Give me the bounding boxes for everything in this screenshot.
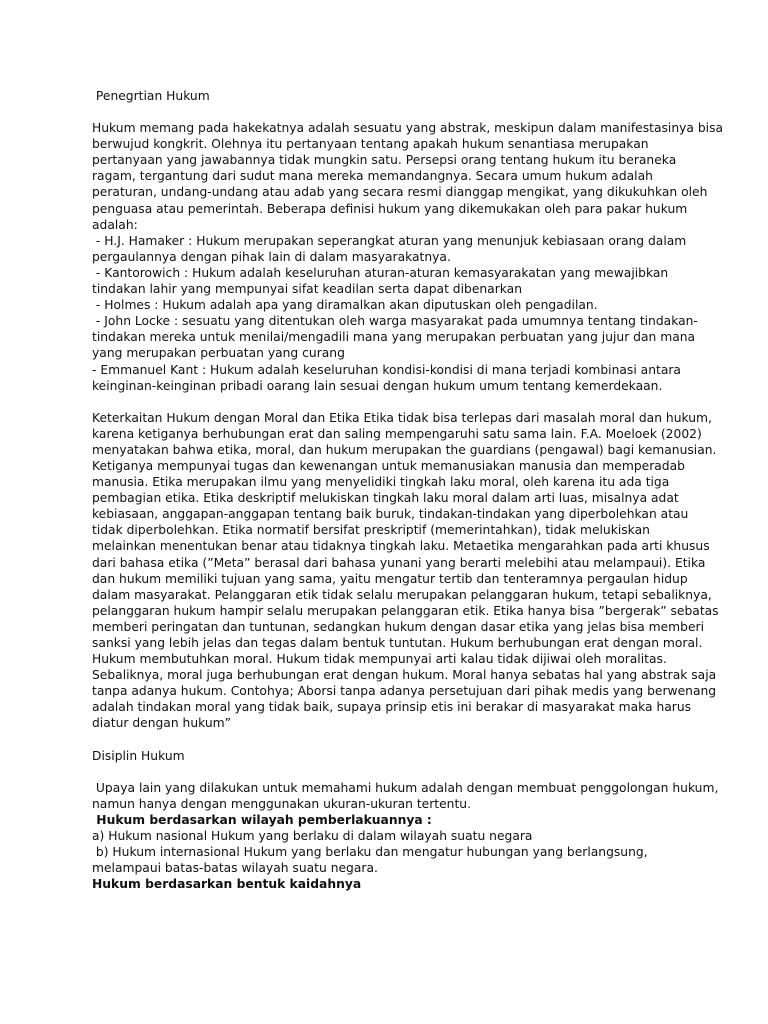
text-line: namun hanya dengan menggunakan ukuran-ukuran tertentu. [92, 796, 471, 811]
text-line: Hukum membutuhkan moral. Hukum tidak mempunyai arti kalau tidak dijiwai oleh moralitas. [92, 652, 667, 667]
text-line: tidak diperbolehkan. Etika normatif bersifat preskriptif (memerintahkan), tidak melukiskan [92, 523, 650, 538]
text-line: tindakan mereka untuk menilai/mengadili mana yang merupakan perbuatan yang jujur dan mana [92, 330, 696, 345]
document-body [92, 88, 724, 892]
list-hukum-wilayah [92, 828, 682, 876]
text-line: dari bahasa etika (”Meta” berasal dari bahasa yunani yang berarti melebihi atau melampaui). Etika [92, 555, 706, 570]
text-line: ragam, tergantung dari sudut mana mereka memandangnya. Secara umum hukum adalah [92, 169, 653, 184]
text-line: a) Hukum nasional Hukum yang berlaku di dalam wilayah suatu negara [92, 828, 533, 843]
paragraph-hukum-moral-etika [92, 410, 719, 732]
paragraph-definisi-hukum [92, 120, 724, 394]
spacer [92, 732, 682, 748]
spacer [92, 104, 682, 120]
text-line: pertanyaan yang jawabannya tidak mungkin satu. Persepsi orang tentang hukum itu beraneka [92, 153, 677, 168]
paragraph-disiplin-hukum [92, 780, 719, 812]
text-line: manusia. Etika merupakan ilmu yang menyelidiki tingkah laku moral, oleh karena itu ada tiga [92, 475, 670, 490]
text-line: kebiasaan, anggapan-anggapan tentang baik buruk, tindakan-tindakan yang diperbolehkan atau [92, 507, 689, 522]
text-line: melampaui batas-batas wilayah suatu negara. [92, 861, 378, 876]
text-line: Ketiganya mempunyai tugas dan kewenangan untuk memanusiakan manusia dan memperadab [92, 458, 685, 473]
text-line: yang merupakan perbuatan yang curang [92, 346, 345, 361]
spacer [92, 394, 682, 410]
text-line: Sebaliknya, moral juga berhubungan erat dengan hukum. Moral hanya sebatas hal yang abstrak saja [92, 668, 717, 683]
subheading-wilayah-pemberlakuan: Hukum berdasarkan wilayah pemberlakuannya : [92, 812, 432, 827]
text-line: - Kantorowich : Hukum adalah keseluruhan aturan-aturan kemasyarakatan yang mewajibkan [92, 265, 669, 280]
text-line: adalah: [92, 217, 138, 232]
text-line: penguasa atau pemerintah. Beberapa definisi hukum yang dikemukakan oleh para pakar hukum [92, 201, 688, 216]
text-line: menyatakan bahwa etika, moral, dan hukum merupakan the guardians (pengawal) bagi kemanusian. [92, 442, 717, 457]
text-line: Hukum memang pada hakekatnya adalah sesuatu yang abstrak, meskipun dalam manifestasinya bisa [92, 121, 724, 136]
text-line: b) Hukum internasional Hukum yang berlaku dan mengatur hubungan yang berlangsung, [92, 845, 648, 860]
text-line: karena ketiganya berhubungan erat dan saling mempengaruhi satu sama lain. F.A. Moeloek (2002) [92, 426, 702, 441]
text-line: - Holmes : Hukum adalah apa yang diramalkan akan diputuskan oleh pengadilan. [92, 298, 598, 313]
text-line: memberi peringatan dan tuntunan, sedangkan hukum dengan dasar etika yang jelas bisa memberi [92, 619, 705, 634]
text-line: Keterkaitan Hukum dengan Moral dan Etika Etika tidak bisa terlepas dari masalah moral dan hukum, [92, 410, 712, 425]
text-line: - H.J. Hamaker : Hukum merupakan seperangkat aturan yang menunjuk kebiasaan orang dalam [92, 233, 687, 248]
text-line: adalah tindakan moral yang tidak baik, supaya prinsip etis ini berakar di masyarakat maka harus [92, 700, 692, 715]
text-line: diatur dengan hukum” [92, 716, 232, 731]
text-line: peraturan, undang-undang atau adab yang secara resmi dianggap mengikat, yang dikukuhkan oleh [92, 185, 708, 200]
text-line: tindakan lahir yang mempunyai sifat keadilan serta dapat dibenarkan [92, 282, 523, 297]
text-line: pembagian etika. Etika deskriptif melukiskan tingkah laku moral dalam arti luas, misalnya adat [92, 491, 679, 506]
text-line: - Emmanuel Kant : Hukum adalah keseluruhan kondisi-kondisi di mana terjadi kombinasi antara [92, 362, 681, 377]
text-line: keinginan-keinginan pribadi oarang lain sesuai dengan hukum umum tentang kemerdekaan. [92, 378, 663, 393]
section-title-pengertian-hukum: Penegrtian Hukum [92, 89, 210, 103]
section-title-disiplin-hukum: Disiplin Hukum [92, 748, 185, 763]
subheading-bentuk-kaidah: Hukum berdasarkan bentuk kaidahnya [92, 877, 362, 892]
text-line: - John Locke : sesuatu yang ditentukan oleh warga masyarakat pada umumnya tentang tindakan- [92, 314, 698, 329]
text-line: Upaya lain yang dilakukan untuk memahami hukum adalah dengan membuat penggolongan hukum, [92, 780, 719, 795]
text-line: dalam masyarakat. Pelanggaran etik tidak selalu merupakan pelanggaran hukum, tetapi sebaliknya, [92, 587, 712, 602]
text-line: pelanggaran hukum hampir selalu merupakan pelanggaran etik. Etika hanya bisa ”bergerak” sebatas [92, 603, 719, 618]
spacer [92, 764, 682, 780]
text-line: tanpa adanya hukum. Contohya; Aborsi tanpa adanya persetujuan dari pihak medis yang berwenang [92, 684, 717, 699]
text-line: melainkan menentukan benar atau tidaknya tingkah laku. Metaetika mengarahkan pada arti khusus [92, 539, 710, 554]
text-line: dan hukum memiliki tujuan yang sama, yaitu mengatur tertib dan tenteramnya pergaulan hidup [92, 571, 688, 586]
text-line: sanksi yang lebih jelas dan tegas dalam bentuk tuntutan. Hukum berhubungan erat dengan moral. [92, 636, 703, 650]
text-line: pergaulannya dengan pihak lain di dalam masyarakatnya. [92, 249, 451, 264]
text-line: berwujud kongkrit. Olehnya itu pertanyaan tentang apakah hukum senantiasa merupakan [92, 137, 649, 152]
